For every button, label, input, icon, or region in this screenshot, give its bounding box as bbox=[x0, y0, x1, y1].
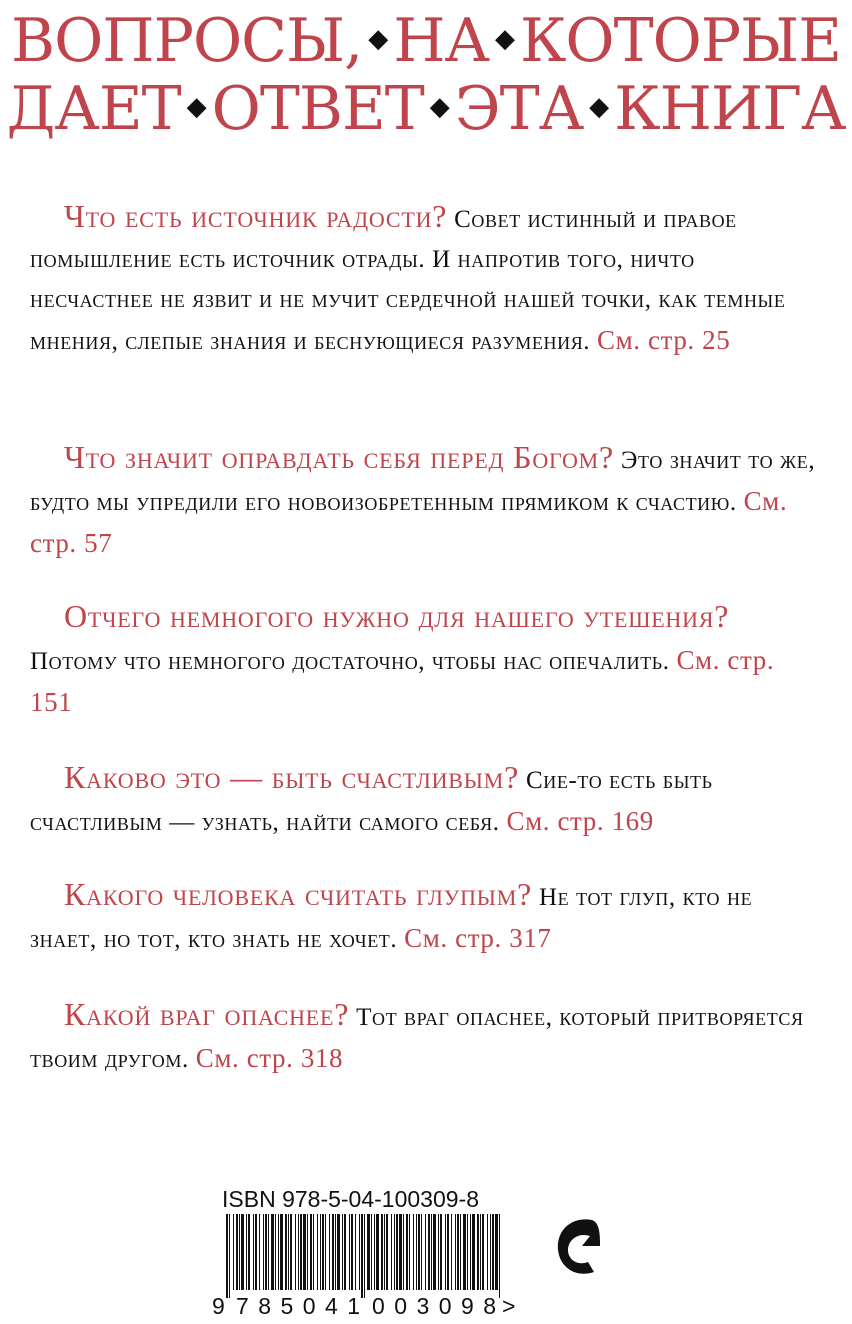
title-word: КНИГА bbox=[614, 74, 846, 144]
barcode-bar bbox=[460, 1214, 461, 1290]
barcode-bar bbox=[487, 1214, 488, 1290]
barcode-bar bbox=[322, 1214, 324, 1290]
qa-answer: Потому что немногого достаточно, чтобы нас опечалить. bbox=[30, 648, 670, 675]
barcode-bar bbox=[298, 1214, 299, 1290]
barcode-bar bbox=[280, 1214, 283, 1290]
diamond-icon: ◆ bbox=[494, 24, 514, 55]
barcode-bar bbox=[374, 1214, 375, 1290]
barcode-digits-right: 003098 bbox=[372, 1293, 496, 1318]
barcode-bar bbox=[300, 1214, 302, 1290]
barcode-bar bbox=[355, 1214, 356, 1290]
barcode-bar bbox=[265, 1214, 267, 1290]
eksmo-logo-icon bbox=[548, 1212, 606, 1290]
barcode-bar bbox=[248, 1214, 250, 1290]
barcode-digits-left: 785041 bbox=[236, 1293, 360, 1318]
barcode-bar bbox=[344, 1214, 346, 1290]
barcode-bar bbox=[409, 1214, 410, 1290]
barcode-bar bbox=[361, 1214, 363, 1298]
isbn-label: ISBN 978-5-04-100309-8 bbox=[222, 1186, 479, 1212]
barcode-bar bbox=[371, 1214, 372, 1290]
barcode-bar bbox=[241, 1214, 244, 1290]
title-word: ЭТА bbox=[454, 74, 584, 144]
title-word: ВОПРОСЫ, bbox=[11, 6, 363, 76]
qa-page-ref: См. стр. 317 bbox=[404, 923, 552, 953]
barcode-bar bbox=[445, 1214, 446, 1290]
barcode-bar bbox=[364, 1214, 365, 1298]
barcode-bar bbox=[317, 1214, 318, 1290]
barcode-bar bbox=[413, 1214, 414, 1290]
qa-answer: Это значит то же, будто мы упредили его новоизобретенным прямиком к счастию. bbox=[30, 447, 816, 516]
title-word: ОТВЕТ bbox=[211, 74, 424, 144]
barcode-bar bbox=[271, 1214, 274, 1290]
qa-question: Какой враг опаснее? bbox=[64, 996, 350, 1032]
barcode-bar bbox=[288, 1214, 289, 1290]
barcode-bars bbox=[226, 1214, 500, 1298]
barcode-bar bbox=[396, 1214, 398, 1290]
barcode-bar bbox=[307, 1214, 308, 1290]
barcode-bar bbox=[455, 1214, 456, 1290]
barcode-bar bbox=[470, 1214, 471, 1290]
barcode-bar bbox=[351, 1214, 353, 1290]
qa-question: Отчего немногого нужно для нашего утешения? bbox=[64, 598, 730, 634]
barcode-bar bbox=[337, 1214, 340, 1290]
barcode-bar bbox=[359, 1214, 360, 1290]
barcode-bar bbox=[290, 1214, 292, 1290]
qa-page-ref: См. стр. 151 bbox=[30, 645, 775, 717]
barcode-bar bbox=[386, 1214, 388, 1290]
barcode-bar bbox=[440, 1214, 442, 1290]
barcode-bar bbox=[329, 1214, 330, 1290]
qa-question: Каково это — быть счастливым? bbox=[64, 759, 520, 795]
barcode-bar bbox=[381, 1214, 383, 1290]
barcode-bar bbox=[310, 1214, 312, 1290]
qa-answer: Тот враг опаснее, который притворяется твоим другом. bbox=[30, 1004, 804, 1073]
qa-item bbox=[30, 196, 820, 362]
barcode-bar bbox=[332, 1214, 334, 1290]
barcode-bar bbox=[239, 1214, 240, 1290]
barcode-bar bbox=[303, 1214, 306, 1290]
barcode-bar bbox=[482, 1214, 484, 1290]
qa-item bbox=[30, 874, 820, 960]
barcode-digit-first: 9 bbox=[212, 1293, 225, 1318]
barcode-bar bbox=[447, 1214, 449, 1290]
qa-answer: Не тот глуп, кто не знает, но тот, кто знать не хочет. bbox=[30, 884, 753, 953]
diamond-icon: ◆ bbox=[368, 24, 388, 55]
barcode-bar bbox=[495, 1214, 498, 1290]
barcode-bar bbox=[451, 1214, 452, 1290]
barcode-bar bbox=[416, 1214, 417, 1290]
barcode-bar bbox=[403, 1214, 404, 1290]
barcode-bar bbox=[376, 1214, 379, 1290]
qa-item bbox=[30, 757, 820, 843]
barcode-bar bbox=[425, 1214, 426, 1290]
barcode-bar bbox=[418, 1214, 420, 1290]
qa-item bbox=[30, 994, 820, 1080]
barcode-bar bbox=[477, 1214, 479, 1290]
barcode-bar bbox=[472, 1214, 475, 1290]
barcode-bar bbox=[406, 1214, 408, 1290]
qa-page-ref: См. стр. 169 bbox=[506, 806, 654, 836]
diamond-icon: ◆ bbox=[429, 92, 449, 123]
barcode-bar bbox=[499, 1214, 500, 1298]
qa-question: Что значит оправдать себя перед Богом? bbox=[64, 439, 615, 475]
barcode-bar bbox=[431, 1214, 432, 1290]
barcode-bar bbox=[349, 1214, 350, 1290]
barcode-bar bbox=[263, 1214, 264, 1290]
title-word: КОТОРЫЕ bbox=[519, 6, 841, 76]
barcode-bar bbox=[335, 1214, 336, 1290]
title-word: ДАЕТ bbox=[6, 74, 181, 144]
qa-item bbox=[30, 437, 820, 565]
qa-page-ref: См. стр. 25 bbox=[597, 325, 731, 355]
barcode-bar bbox=[457, 1214, 459, 1290]
barcode-bar bbox=[490, 1214, 491, 1290]
barcode-bar bbox=[428, 1214, 430, 1290]
qa-item bbox=[30, 596, 820, 724]
barcode-bar bbox=[246, 1214, 247, 1290]
barcode-bar bbox=[320, 1214, 321, 1290]
barcode-bar bbox=[463, 1214, 466, 1290]
barcode-bar bbox=[233, 1214, 234, 1290]
barcode-bar bbox=[391, 1214, 392, 1290]
qa-page-ref: См. стр. 57 bbox=[30, 486, 788, 558]
qa-question: Какого человека считать глупым? bbox=[64, 876, 533, 912]
barcode-bar bbox=[492, 1214, 494, 1290]
barcode-bar bbox=[367, 1214, 370, 1290]
barcode-bar bbox=[259, 1214, 260, 1290]
barcode bbox=[212, 1214, 522, 1318]
title-line-2 bbox=[0, 74, 852, 148]
diamond-icon: ◆ bbox=[186, 92, 206, 123]
barcode-bar bbox=[278, 1214, 279, 1290]
title-word: НА bbox=[393, 6, 489, 76]
barcode-bar bbox=[342, 1214, 343, 1290]
barcode-bar bbox=[236, 1214, 238, 1290]
barcode-bar bbox=[467, 1214, 468, 1290]
qa-answer: Сие-то есть быть счастливым — узнать, найти самого себя. bbox=[30, 767, 713, 836]
barcode-bar bbox=[275, 1214, 276, 1290]
diamond-icon: ◆ bbox=[589, 92, 609, 123]
barcode-end-mark: > bbox=[502, 1293, 516, 1318]
barcode-bar bbox=[268, 1214, 269, 1290]
barcode-bar bbox=[438, 1214, 439, 1290]
barcode-bar bbox=[229, 1214, 230, 1298]
barcode-bar bbox=[253, 1214, 254, 1290]
title-line-1 bbox=[0, 6, 852, 80]
barcode-bar bbox=[421, 1214, 422, 1290]
barcode-bar bbox=[433, 1214, 436, 1290]
qa-question: Что есть источник радости? bbox=[64, 198, 448, 234]
barcode-bar bbox=[480, 1214, 481, 1290]
barcode-bar bbox=[226, 1214, 228, 1298]
qa-page-ref: См. стр. 318 bbox=[195, 1043, 344, 1073]
barcode-bar bbox=[325, 1214, 326, 1290]
barcode-bar bbox=[384, 1214, 385, 1290]
barcode-bar bbox=[285, 1214, 287, 1290]
barcode-bar bbox=[255, 1214, 257, 1290]
barcode-bar bbox=[399, 1214, 402, 1290]
qa-answer: Совет истинный и правое помышление есть источник отрады. И напротив того, ничто несчастнее не язвит и не мучит сердечной нашей точки, как темные мнения, слепые знания и беснующиеся разумения. bbox=[30, 206, 786, 355]
barcode-bar bbox=[295, 1214, 296, 1290]
barcode-bar bbox=[313, 1214, 314, 1290]
barcode-bar bbox=[394, 1214, 395, 1290]
